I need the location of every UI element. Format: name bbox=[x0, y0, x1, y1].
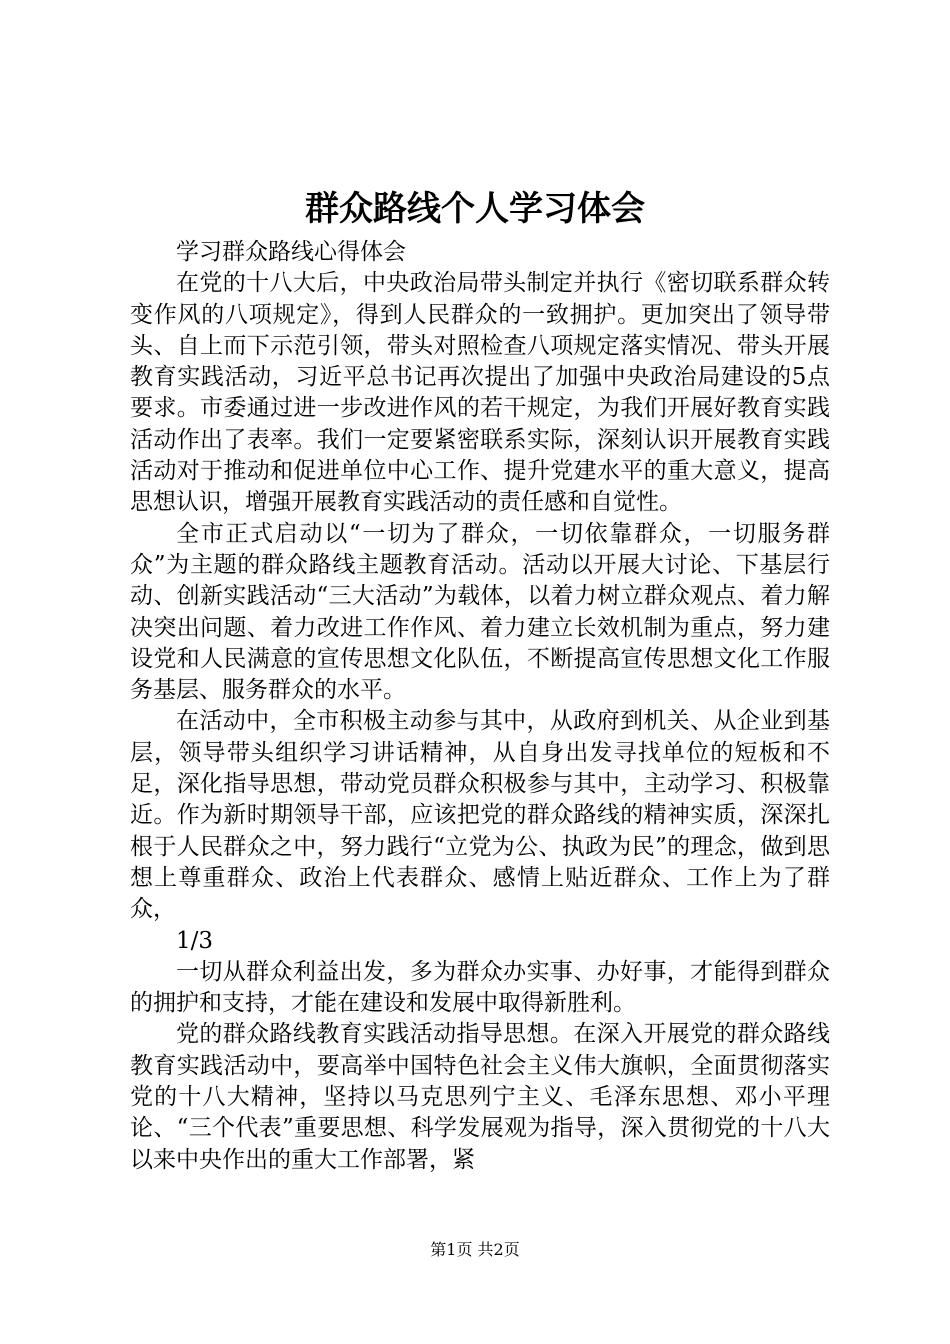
body-paragraph-3: 在活动中，全市积极主动参与其中，从政府到机关、从企业到基层，领导带头组织学习讲话精神，从自身出发寻找单位的短板和不足，深化指导思想，带动党员群众积极参与其中，主动学习、积极靠近。作为新时期领导干部，应该把党的群众路线的精神实质，深深扎根于人民群众之中，努力践行“立党为公、执政为民”的理念，做到思想上尊重群众、政治上代表群众、感情上贴近群众、工作上为了群众， bbox=[130, 708, 830, 923]
body-paragraph-5: 党的群众路线教育实践活动指导思想。在深入开展党的群众路线教育实践活动中，要高举中国特色社会主义伟大旗帜，全面贯彻落实党的十八大精神，坚持以马克思列宁主义、毛泽东思想、邓小平理论、“三个代表”重要思想、科学发展观为指导，深入贯彻党的十八大以来中央作出的重大工作部署，紧 bbox=[130, 1021, 830, 1173]
body-paragraph-1: 在党的十八大后，中央政治局带头制定并执行《密切联系群众转变作风的八项规定》，得到人民群众的一致拥护。更加突出了领导带头、自上而下示范引领，带头对照检查八项规定落实情况、带头开展教育实践活动，习近平总书记再次提出了加强中央政治局建设的5点要求。市委通过进一步改进作风的若干规定，为我们开展好教育实践活动作出了表率。我们一定要紧密联系实际，深刻认识开展教育实践活动对于推动和促进单位中心工作、提升党建水平的重大意义，提高思想认识，增强开展教育实践活动的责任感和自觉性。 bbox=[130, 270, 830, 516]
body-paragraph-2: 全市正式启动以“一切为了群众，一切依靠群众，一切服务群众”为主题的群众路线主题教育活动。活动以开展大讨论、下基层行动、创新实践活动“三大活动”为载体，以着力树立群众观点、着力解决突出问题、着力改进工作作风、着力建立长效机制为重点，努力建设党和人民满意的宣传思想文化队伍，不断提高宣传思想文化工作服务基层、服务群众的水平。 bbox=[130, 520, 830, 704]
body-paragraph-4: 一切从群众利益出发，多为群众办实事、办好事，才能得到群众的拥护和支持，才能在建设和发展中取得新胜利。 bbox=[130, 958, 830, 1017]
page-footer: 第1页 共2页 bbox=[430, 1240, 520, 1259]
inline-page-marker: 1/3 bbox=[176, 927, 214, 954]
document-title: 群众路线个人学习体会 bbox=[305, 189, 645, 229]
document-subtitle: 学习群众路线心得体会 bbox=[176, 239, 406, 265]
document-body bbox=[130, 237, 830, 1176]
